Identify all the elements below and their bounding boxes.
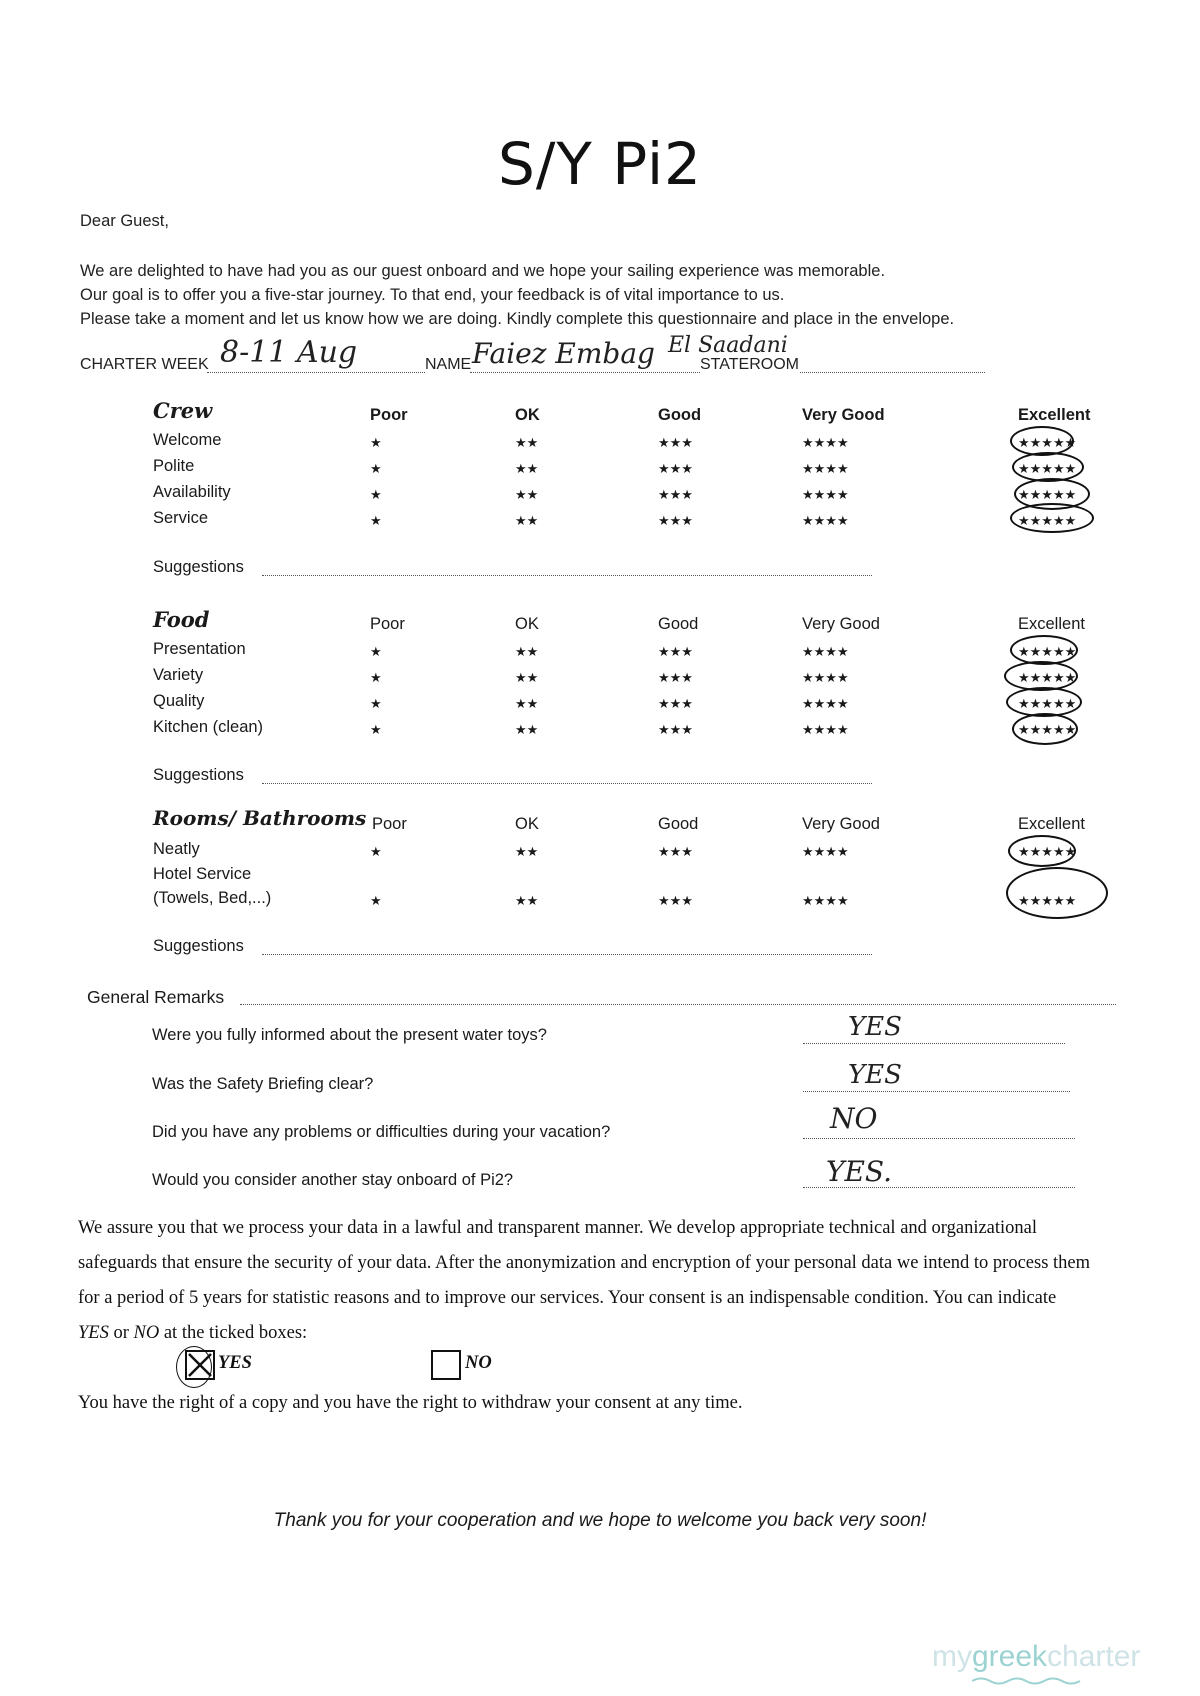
- rating-option-1[interactable]: ★: [370, 435, 382, 450]
- name-label: NAME: [425, 356, 472, 373]
- watermark-text: charter: [1047, 1640, 1141, 1673]
- consent-no-checkbox[interactable]: [431, 1350, 461, 1380]
- rating-option-3[interactable]: ★★★: [658, 487, 693, 502]
- rating-option-3[interactable]: ★★★: [658, 435, 693, 450]
- consent-no-label: NO: [465, 1353, 492, 1373]
- rating-option-3[interactable]: ★★★: [658, 893, 693, 908]
- answer-field-water-toys[interactable]: [803, 1043, 1065, 1044]
- question-safety-briefing: Was the Safety Briefing clear?: [152, 1075, 374, 1093]
- rating-option-5[interactable]: ★★★★★: [1018, 722, 1077, 737]
- answer-safety-briefing: YES: [848, 1060, 902, 1090]
- rating-option-4[interactable]: ★★★★: [802, 513, 849, 528]
- rating-option-1[interactable]: ★: [370, 513, 382, 528]
- rooms-col-ok: OK: [515, 815, 539, 833]
- crew-criterion-polite: Polite: [153, 457, 195, 475]
- selection-circle: [1010, 503, 1094, 533]
- crew-suggestions-label: Suggestions: [153, 558, 244, 576]
- rating-option-5[interactable]: ★★★★★: [1018, 893, 1077, 908]
- watermark-text: my: [932, 1640, 972, 1673]
- stateroom-field[interactable]: [800, 372, 985, 373]
- consent-yes-label: YES: [218, 1353, 252, 1373]
- selection-circle: [1008, 835, 1076, 867]
- name-field[interactable]: [470, 372, 700, 373]
- privacy-line-3: for a period of 5 years for statistic reasons and to improve our services. Your consent is an indispensable condition. You can indicate: [78, 1288, 1057, 1308]
- rooms-col-good: Good: [658, 815, 699, 833]
- rating-option-2[interactable]: ★★: [515, 696, 539, 711]
- food-criterion-quality: Quality: [153, 692, 205, 710]
- question-another-stay: Would you consider another stay onboard of Pi2?: [152, 1171, 514, 1189]
- rating-option-1[interactable]: ★: [370, 844, 382, 859]
- food-criterion-variety: Variety: [153, 666, 204, 684]
- rooms-criterion-neatly: Neatly: [153, 840, 200, 858]
- rooms-section-title: Rooms/ Bathrooms: [153, 806, 367, 830]
- greeting: Dear Guest,: [80, 212, 169, 230]
- rating-option-3[interactable]: ★★★: [658, 722, 693, 737]
- rating-option-3[interactable]: ★★★: [658, 644, 693, 659]
- watermark-text: greek: [972, 1640, 1048, 1673]
- question-water-toys: Were you fully informed about the present water toys?: [152, 1026, 547, 1044]
- rooms-col-excellent: Excellent: [1018, 815, 1085, 833]
- answer-another-stay: YES.: [826, 1155, 893, 1188]
- crew-criterion-service: Service: [153, 509, 209, 527]
- rating-option-4[interactable]: ★★★★: [802, 696, 849, 711]
- rating-option-1[interactable]: ★: [370, 696, 382, 711]
- rating-option-1[interactable]: ★: [370, 722, 382, 737]
- food-section-title: Food: [153, 607, 210, 632]
- food-col-very-good: Very Good: [802, 615, 880, 633]
- intro-line-1: We are delighted to have had you as our guest onboard and we hope your sailing experience was memorable.: [80, 262, 886, 280]
- rating-option-5[interactable]: ★★★★★: [1018, 670, 1077, 685]
- food-suggestions-label: Suggestions: [153, 766, 244, 784]
- rating-option-3[interactable]: ★★★: [658, 696, 693, 711]
- crew-criterion-welcome: Welcome: [153, 431, 222, 449]
- answer-field-problems[interactable]: [803, 1138, 1075, 1139]
- rating-option-5[interactable]: ★★★★★: [1018, 844, 1077, 859]
- rating-option-5[interactable]: ★★★★★: [1018, 644, 1077, 659]
- rooms-suggestions-field[interactable]: [262, 954, 872, 955]
- privacy-line-4: YES or NO at the ticked boxes:: [78, 1323, 308, 1343]
- rating-option-4[interactable]: ★★★★: [802, 644, 849, 659]
- question-problems: Did you have any problems or difficulties during your vacation?: [152, 1123, 611, 1141]
- wave-icon: [972, 1676, 1082, 1686]
- intro-line-2: Our goal is to offer you a five-star journey. To that end, your feedback is of vital importance to us.: [80, 286, 785, 304]
- rating-option-4[interactable]: ★★★★: [802, 487, 849, 502]
- privacy-copy-line: You have the right of a copy and you have the right to withdraw your consent at any time.: [78, 1393, 743, 1413]
- watermark-logo: [932, 1640, 1140, 1674]
- food-col-good: Good: [658, 615, 699, 633]
- rating-option-1[interactable]: ★: [370, 461, 382, 476]
- selection-circle: [1006, 867, 1108, 919]
- rating-option-2[interactable]: ★★: [515, 644, 539, 659]
- rating-option-4[interactable]: ★★★★: [802, 722, 849, 737]
- intro-line-3: Please take a moment and let us know how we are doing. Kindly complete this questionnaire and place in the envelope.: [80, 310, 955, 328]
- charter-week-value: 8-11 Aug: [220, 335, 358, 370]
- rating-option-2[interactable]: ★★: [515, 722, 539, 737]
- rating-option-1[interactable]: ★: [370, 644, 382, 659]
- crew-section-title: Crew: [153, 398, 213, 423]
- selection-circle: [1012, 713, 1078, 745]
- food-criterion-presentation: Presentation: [153, 640, 246, 658]
- privacy-line-2: safeguards that ensure the security of your data. After the anonymization and encryption of your personal data we intend to process them: [78, 1253, 1091, 1273]
- rating-option-2[interactable]: ★★: [515, 844, 539, 859]
- crew-col-poor: Poor: [370, 406, 408, 424]
- rooms-criterion-towels-bed: (Towels, Bed,...): [153, 889, 272, 907]
- general-remarks-field[interactable]: [240, 1004, 1116, 1005]
- rating-option-3[interactable]: ★★★: [658, 670, 693, 685]
- rating-option-1[interactable]: ★: [370, 893, 382, 908]
- rating-option-2[interactable]: ★★: [515, 435, 539, 450]
- privacy-line-1: We assure you that we process your data in a lawful and transparent manner. We develop appropriate technical and organizational: [78, 1218, 1038, 1238]
- name-value: Faiez Embag: [472, 337, 655, 370]
- food-criterion-kitchen: Kitchen (clean): [153, 718, 264, 736]
- rating-option-3[interactable]: ★★★: [658, 844, 693, 859]
- rating-option-3[interactable]: ★★★: [658, 461, 693, 476]
- answer-problems: NO: [830, 1102, 878, 1135]
- rooms-col-poor: Poor: [372, 815, 407, 833]
- crew-suggestions-field[interactable]: [262, 575, 872, 576]
- rating-option-4[interactable]: ★★★★: [802, 893, 849, 908]
- answer-field-safety-briefing[interactable]: [803, 1091, 1070, 1092]
- rooms-col-very-good: Very Good: [802, 815, 880, 833]
- rating-option-2[interactable]: ★★: [515, 461, 539, 476]
- crew-col-good: Good: [658, 406, 702, 424]
- rating-option-4[interactable]: ★★★★: [802, 461, 849, 476]
- charter-week-field[interactable]: [207, 372, 425, 373]
- rooms-suggestions-label: Suggestions: [153, 937, 244, 955]
- rooms-criterion-hotel-service: Hotel Service: [153, 865, 252, 883]
- name-extra-value: El Saadani: [668, 333, 788, 358]
- rating-option-3[interactable]: ★★★: [658, 513, 693, 528]
- rating-option-1[interactable]: ★: [370, 487, 382, 502]
- rating-option-5[interactable]: ★★★★★: [1018, 435, 1077, 450]
- answer-water-toys: YES: [848, 1012, 902, 1042]
- rating-option-2[interactable]: ★★: [515, 487, 539, 502]
- rating-option-4[interactable]: ★★★★: [802, 670, 849, 685]
- rating-option-4[interactable]: ★★★★: [802, 435, 849, 450]
- crew-col-ok: OK: [515, 406, 540, 424]
- thank-you-message: Thank you for your cooperation and we hope to welcome you back very soon!: [273, 1510, 927, 1531]
- crew-col-very-good: Very Good: [802, 406, 885, 424]
- food-col-poor: Poor: [370, 615, 405, 633]
- crew-col-excellent: Excellent: [1018, 406, 1091, 424]
- general-remarks-label: General Remarks: [87, 987, 225, 1007]
- rating-option-5[interactable]: ★★★★★: [1018, 487, 1077, 502]
- food-col-excellent: Excellent: [1018, 615, 1085, 633]
- page-title: S/Y Pi2: [498, 130, 702, 198]
- selection-circle: [176, 1346, 212, 1388]
- rating-option-2[interactable]: ★★: [515, 670, 539, 685]
- rating-option-2[interactable]: ★★: [515, 893, 539, 908]
- food-suggestions-field[interactable]: [262, 783, 872, 784]
- crew-criterion-availability: Availability: [153, 483, 231, 501]
- rating-option-5[interactable]: ★★★★★: [1018, 461, 1077, 476]
- stateroom-label: STATEROOM: [700, 356, 799, 373]
- rating-option-5[interactable]: ★★★★★: [1018, 513, 1077, 528]
- food-col-ok: OK: [515, 615, 539, 633]
- rating-option-1[interactable]: ★: [370, 670, 382, 685]
- rating-option-4[interactable]: ★★★★: [802, 844, 849, 859]
- charter-week-label: CHARTER WEEK: [80, 356, 209, 373]
- rating-option-2[interactable]: ★★: [515, 513, 539, 528]
- rating-option-5[interactable]: ★★★★★: [1018, 696, 1077, 711]
